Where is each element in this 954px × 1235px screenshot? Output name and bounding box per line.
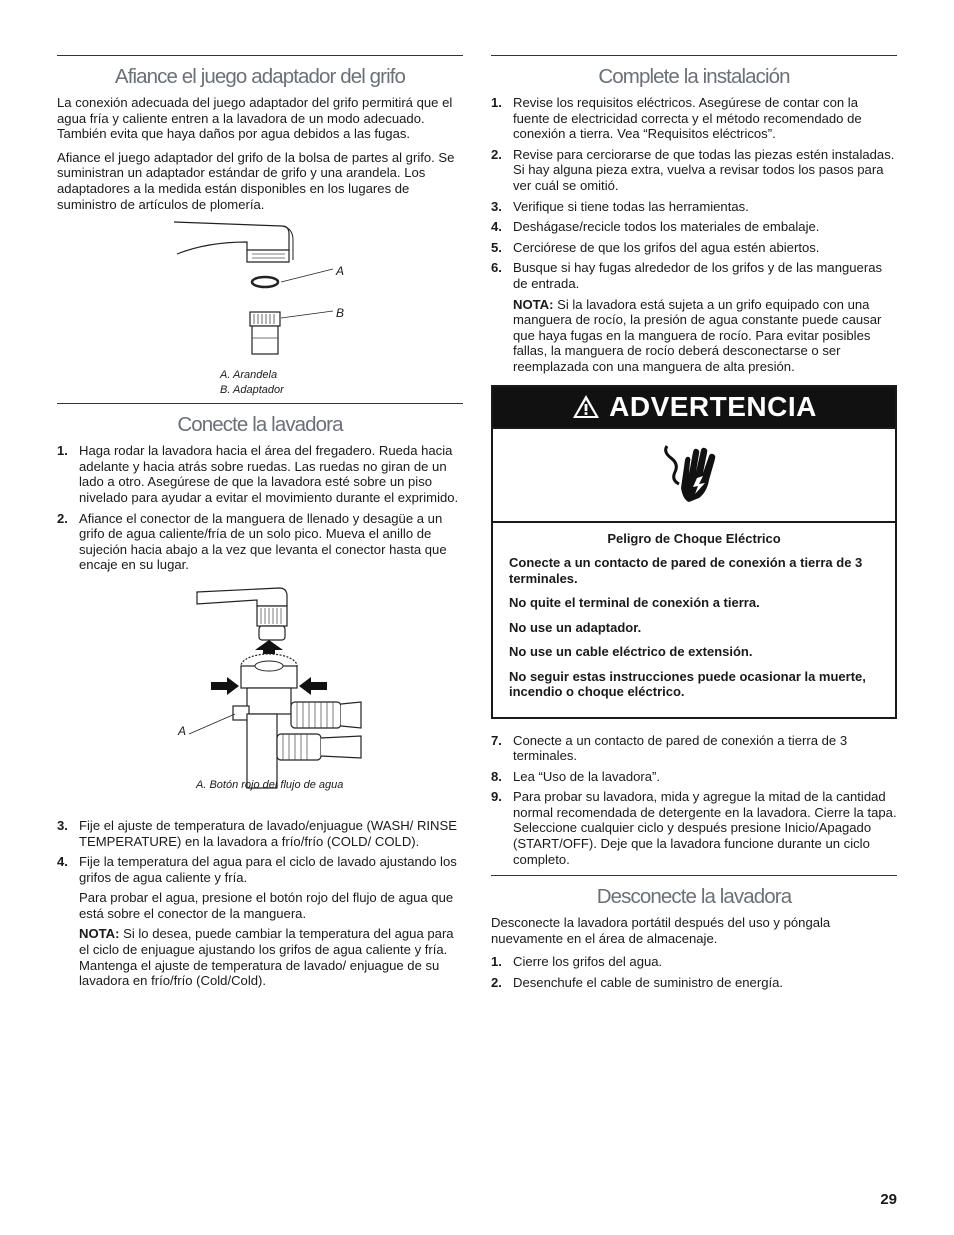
installation-steps-list-continued (491, 733, 897, 868)
section-title-complete-installation: Complete la instalación (598, 65, 790, 88)
step-text: Revise para cerciorarse de que todas las piezas estén instaladas. Si hay alguna pieza extra, vuelva a revisar todos los pasos para ver cuál se omitió. (513, 146, 895, 193)
step-text: Cierre los grifos del agua. (513, 954, 663, 970)
warning-line: No seguir estas instrucciones puede ocasionar la muerte, incendio o choque eléctrico. (509, 668, 866, 699)
warning-header-text: ADVERTENCIA (609, 390, 817, 422)
step-number: 5. (491, 239, 502, 255)
warning-line: Conecte a un contacto de pared de conexión a tierra de 3 terminales. (509, 555, 863, 586)
hose-connector-figure (57, 578, 463, 818)
connect-steps-list-continued (57, 818, 463, 989)
list-item (57, 443, 463, 505)
note-text: Si lo desea, puede cambiar la temperatura del agua para el ciclo de enjuague ajustando los grifos de agua caliente y fría. Mantenga el ajuste de temperatura de lavado/ enjuague de su lavadora en frío/frío (Cold/Cold). (79, 926, 454, 989)
list-item (491, 240, 897, 256)
section-divider (57, 55, 463, 56)
step-text: Conecte a un contacto de pared de conexión a tierra de 3 terminales. (513, 732, 848, 764)
note-label: NOTA: (513, 296, 554, 312)
page-number: 29 (880, 1191, 897, 1208)
step-number: 7. (491, 732, 502, 748)
step-number: 2. (57, 510, 68, 526)
list-item (491, 260, 897, 374)
list-item (57, 511, 463, 573)
paragraph: La conexión adecuada del juego adaptador del grifo permitirá que el agua fría y caliente entren a la lavadora de un modo adecuado. También evita que haya daños por agua debidos a las fugas. (57, 95, 453, 142)
step-text: Deshágase/recicle todos los materiales de embalaje. (513, 219, 820, 235)
step-text: Fije la temperatura del agua para el ciclo de lavado ajustando los grifos de agua caliente y fría. (79, 854, 457, 885)
step-number: 4. (491, 219, 502, 235)
step-number: 2. (491, 975, 502, 991)
step-number: 3. (57, 817, 68, 833)
warning-header (493, 387, 895, 427)
step-text: Fije el ajuste de temperatura de lavado/enjuague (WASH/ RINSE TEMPERATURE) en la lavadora a frío/frío (COLD/ COLD). (79, 817, 457, 849)
caption-line: A. Arandela (220, 369, 278, 382)
label-a: A (178, 723, 187, 738)
warning-line: No use un adaptador. (509, 619, 642, 635)
step-number: 9. (491, 789, 502, 805)
list-item (491, 733, 897, 764)
step-text: Lea “Uso de la lavadora”. (513, 768, 661, 784)
warning-box (491, 385, 897, 719)
step-extra-text: Para probar el agua, presione el botón rojo del flujo de agua que está sobre el conector de la manguera. (79, 890, 454, 921)
list-item (491, 769, 897, 785)
left-column (57, 55, 463, 994)
step-number: 1. (491, 95, 502, 110)
step-text: Cerciórese de que los grifos del agua estén abiertos. (513, 239, 820, 255)
step-number: 8. (491, 768, 502, 784)
section-title-disconnect-washer: Desconecte la lavadora (596, 885, 792, 909)
list-item (491, 975, 897, 991)
paragraph: Afiance el juego adaptador del grifo de la bolsa de partes al grifo. Se suministran un adaptador estándar de grifo y una arandela. Los adaptadores a la medida están disponibles en los lugares de suministro de artículos de plomería. (57, 149, 455, 212)
figure-caption: A. Botón rojo del flujo de agua (196, 778, 344, 791)
section-title-connect-washer: Conecte la lavadora (177, 413, 343, 437)
warning-triangle-icon (571, 393, 601, 420)
section-title-faucet-adapter: Afiance el juego adaptador del grifo (114, 65, 406, 88)
paragraph: Desconecte la lavadora portátil después del uso y póngala nuevamente en el área de almacenaje. (491, 915, 831, 946)
installation-steps-list (491, 95, 897, 375)
right-column (491, 55, 897, 996)
note-text: Si la lavadora está sujeta a un grifo equipado con una manguera de rocío, la presión de agua constante puede causar que haya fugas en la manguera de rocío. Para evitar posibles fallas, la manguera de rocío deberá desconectarse o ser reemplazada con una manguera de alta presión. (513, 296, 882, 374)
list-item (491, 199, 897, 215)
list-item (491, 789, 897, 867)
electric-shock-hand-icon (659, 440, 729, 510)
list-item (491, 147, 897, 194)
step-text: Desenchufe el cable de suministro de energía. (513, 975, 784, 991)
step-text: Haga rodar la lavadora hacia el área del fregadero. Rueda hacia adelante y hacia atrás sobre ruedas. Las ruedas no giran de un lado a otro. Asegúrese de que la lavadora esté sobre un piso nivelado para ayudar a evitar el movimiento durante el exprimido. (79, 443, 459, 505)
warning-body (493, 523, 895, 717)
step-number: 2. (491, 146, 502, 162)
note-label: NOTA: (79, 926, 120, 942)
section-divider (57, 403, 463, 404)
step-number: 4. (57, 854, 68, 870)
section-divider (491, 55, 897, 56)
warning-line: No quite el terminal de conexión a tierra. (509, 595, 760, 610)
disconnect-steps-list (491, 954, 897, 990)
step-text: Para probar su lavadora, mida y agregue la mitad de la cantidad normal recomendada de detergente en la lavadora. Cierre la tapa. Seleccione cualquier ciclo y después presione Inicio/Apagado (START/OFF). Deje que la lavadora funcione durante un ciclo completo. (513, 789, 897, 867)
step-number: 6. (491, 260, 502, 276)
label-b: B (336, 306, 345, 321)
step-text: Revise los requisitos eléctricos. Asegúrese de contar con la fuente de electricidad correcta y el método recomendado de conexión a tierra. Vea “Requisitos eléctricos”. (513, 95, 862, 142)
faucet-adapter-figure (57, 220, 463, 400)
connect-steps-list (57, 443, 463, 573)
list-item (57, 818, 463, 849)
step-text: Verifique si tiene todas las herramientas. (513, 198, 749, 214)
step-number: 1. (57, 443, 68, 459)
list-item (491, 95, 897, 142)
step-text: Afiance el conector de la manguera de llenado y desagüe a un grifo de agua caliente/fría de un solo pico. Mueva el anillo de sujeción hacia abajo a la vez que levanta el conector hasta que encaje en su lugar. (79, 510, 447, 573)
list-item (57, 854, 463, 989)
warning-title: Peligro de Choque Eléctrico (607, 530, 781, 546)
note (79, 926, 463, 988)
label-a: A (336, 264, 345, 279)
warning-line: No use un cable eléctrico de extensión. (509, 644, 753, 659)
step-number: 1. (491, 954, 502, 970)
faucet-adapter-illustration (57, 220, 463, 370)
step-text: Busque si hay fugas alrededor de los grifos y de las mangueras de entrada. (513, 260, 883, 291)
hose-connector-illustration (57, 578, 463, 793)
list-item (491, 954, 897, 970)
warning-icon-row (493, 427, 895, 523)
note (513, 297, 897, 375)
caption-line: B. Adaptador (220, 384, 284, 397)
list-item (491, 219, 897, 235)
step-number: 3. (491, 198, 502, 214)
section-divider (491, 875, 897, 876)
figure-caption (220, 368, 284, 398)
